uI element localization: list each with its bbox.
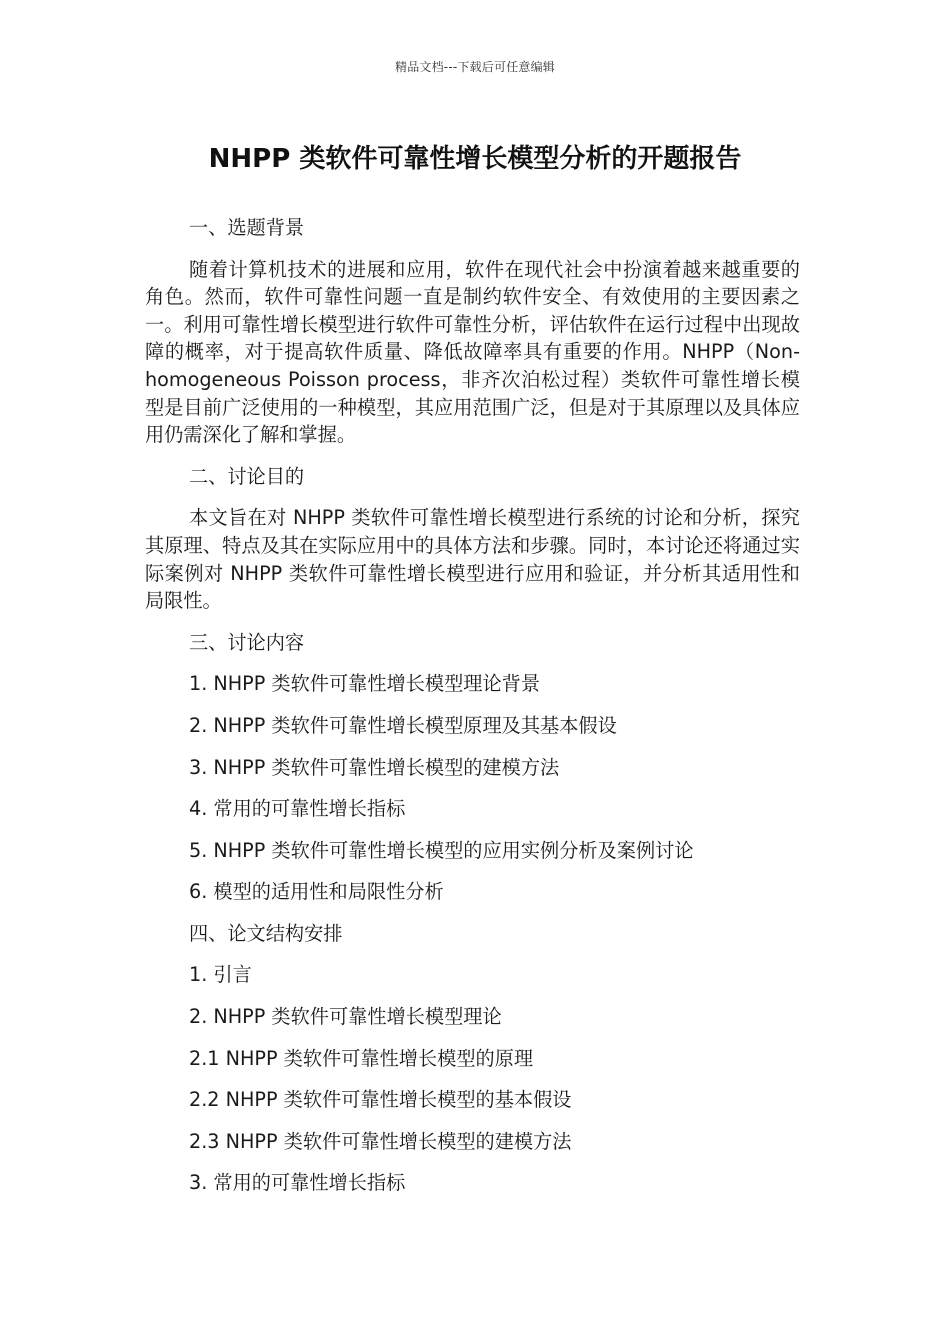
list-item: 3. NHPP 类软件可靠性增长模型的建模方法: [189, 755, 560, 779]
list-item: 1. 引言: [189, 963, 252, 987]
document-title: NHPP 类软件可靠性增长模型分析的开题报告: [208, 144, 742, 174]
list-item: 2. NHPP 类软件可靠性增长模型原理及其基本假设: [189, 713, 617, 737]
list-item: 2. NHPP 类软件可靠性增长模型理论: [189, 1005, 502, 1029]
header-note: 精品文档---下载后可任意编辑: [395, 60, 555, 74]
list-item: 5. NHPP 类软件可靠性增长模型的应用实例分析及案例讨论: [189, 838, 694, 862]
section-heading-purpose: 二、讨论目的: [189, 464, 305, 488]
section-heading-structure: 四、论文结构安排: [189, 921, 343, 945]
list-item: 3. 常用的可靠性增长指标: [189, 1171, 406, 1195]
list-item: 2.1 NHPP 类软件可靠性增长模型的原理: [189, 1046, 534, 1070]
section-heading-background: 一、选题背景: [189, 216, 305, 239]
section-paragraph-purpose: 本文旨在对 NHPP 类软件可靠性增长模型进行系统的讨论和分析，探究其原理、特点及其在实际应用中的具体方法和步骤。同时，本讨论还将通过实际案例对 NHPP 类软件可靠性增长模型进行应用和验证，并分析其适用性和局限性。: [145, 506, 800, 613]
section-paragraph-background: 随着计算机技术的进展和应用，软件在现代社会中扮演着越来越重要的角色。然而，软件可靠性问题一直是制约软件安全、有效使用的主要因素之一。利用可靠性增长模型进行软件可靠性分析，评估软件在运行过程中出现故障的概率，对于提高软件质量、降低故障率具有重要的作用。NHPP（Non-homogeneous Poisson process，非齐次泊松过程）类软件可靠性增长模型是目前广泛使用的一种模型，其应用范围广泛，但是对于其原理以及具体应用仍需深化了解和掌握。: [145, 257, 800, 447]
list-item: 1. NHPP 类软件可靠性增长模型理论背景: [189, 672, 541, 696]
section-heading-content: 三、讨论内容: [189, 630, 305, 654]
list-item: 4. 常用的可靠性增长指标: [189, 797, 406, 821]
list-item: 2.2 NHPP 类软件可靠性增长模型的基本假设: [189, 1088, 572, 1112]
list-item: 6. 模型的适用性和局限性分析: [189, 880, 444, 904]
document-body: [145, 214, 800, 1211]
list-item: 2.3 NHPP 类软件可靠性增长模型的建模方法: [189, 1129, 572, 1153]
